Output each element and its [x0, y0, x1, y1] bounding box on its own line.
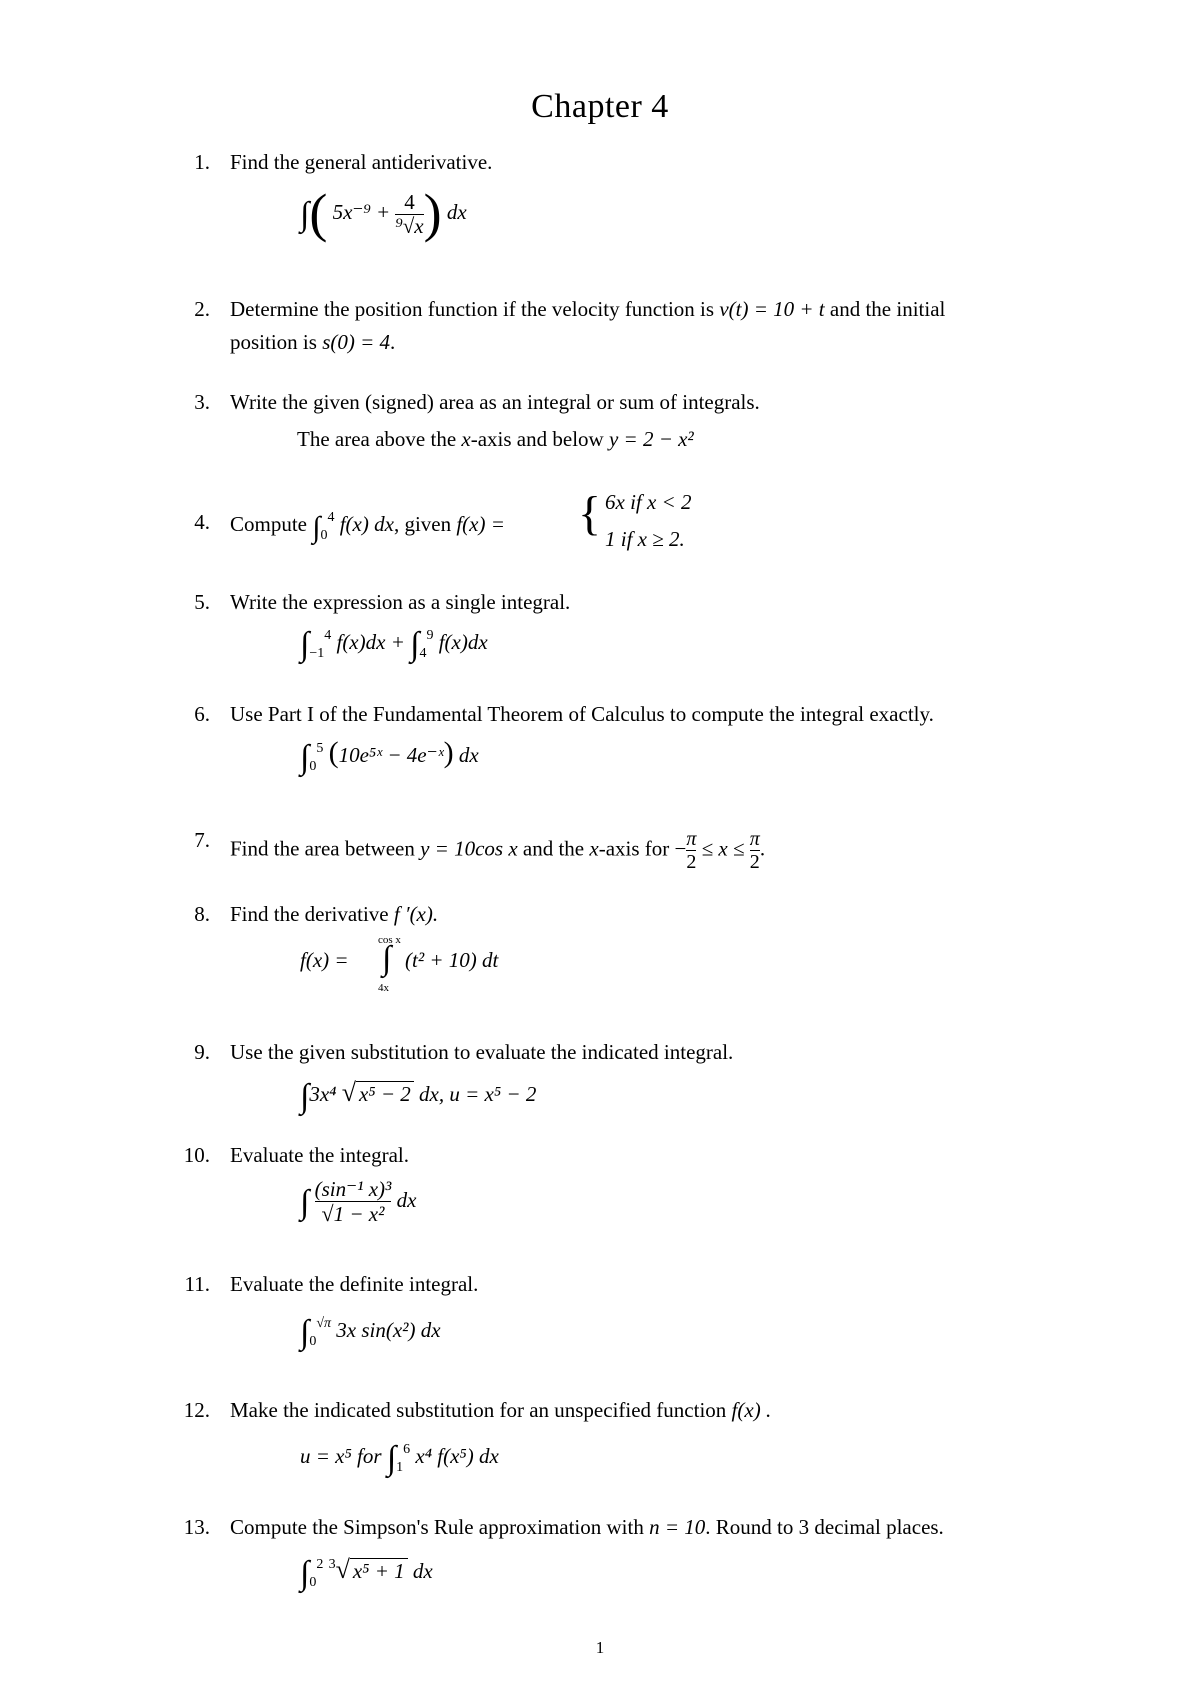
page-number: 1: [595, 1638, 605, 1657]
velocity-function: v(t) = 10 + t: [719, 297, 825, 321]
problem-number: 1.: [194, 150, 210, 174]
problem-11-math: $\int_0^{√\pi}$ 3x sin(x²) dx: [300, 1314, 441, 1351]
integral-sign: ∫: [382, 940, 392, 977]
case-1: 6x if x < 2: [605, 490, 692, 514]
upper-limit: cos x: [378, 934, 401, 946]
case-2: 1 if x ≥ 2.: [605, 527, 685, 551]
problem-8-math: f(x) =: [300, 948, 349, 972]
problem-text: Find the general antiderivative.: [230, 150, 493, 174]
page-title: Chapter 4: [531, 88, 669, 125]
lower-limit: 4x: [378, 982, 389, 994]
problem-13-math: $\int_0^2$ $^3$√ x⁵ + 1 dx: [300, 1555, 433, 1592]
case-brace: {: [578, 487, 602, 540]
problem-1-math: ∫( 5x⁻⁹ + $\frac{4}{\text{⁹√x}}$ ) dx: [300, 183, 467, 243]
problem-10-math: ∫ $\frac{\text{(sin⁻¹ x)³}}{\text{√1 − x²}}$ dx: [300, 1177, 417, 1227]
problem-3-line2: The area above the x-axis and below y = 2 − x²: [297, 427, 694, 451]
problem-9-math: ∫3x⁴ √ x⁵ − 2 dx, u = x⁵ − 2: [300, 1078, 537, 1115]
problem-12-math: u = x⁵ for $\int_1^6$ x⁴ f(x⁵) dx: [300, 1440, 499, 1477]
problem-6-math: $\int_0^5$ (10e⁵ˣ − 4e⁻ˣ) dx: [300, 736, 479, 776]
integrand: (t² + 10) dt: [405, 948, 499, 972]
problem-5-math: $\int_{-1}^4$ $f(x)dx + \int_4^9$ f(x)dx: [300, 626, 488, 663]
